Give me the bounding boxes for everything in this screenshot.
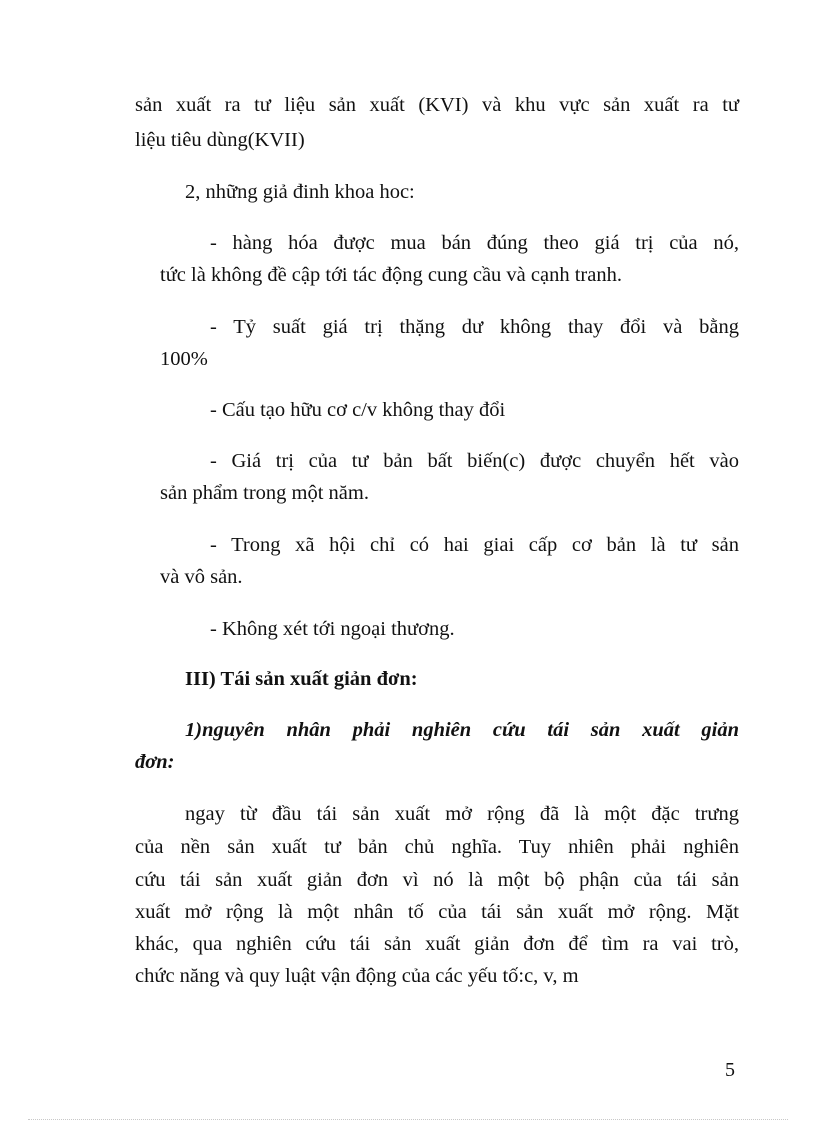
bullet-line: sản phẩm trong một năm. xyxy=(160,482,369,504)
bullet-line: - Cấu tạo hữu cơ c/v không thay đổi xyxy=(210,399,506,421)
paragraph-line: ngay từ đầu tái sản xuất mở rộng đã là một đặc trưng xyxy=(185,803,739,825)
paragraph-line: khác, qua nghiên cứu tái sản xuất giản đơn để tìm ra vai trò, xyxy=(135,933,739,955)
page-number: 5 xyxy=(725,1059,735,1081)
paragraph-line: của nền sản xuất tư bản chủ nghĩa. Tuy nhiên phải nghiên xyxy=(135,836,739,858)
page-bottom-border xyxy=(28,1119,788,1120)
subsection-heading: 1)nguyên nhân phải nghiên cứu tái sản xuất giản xyxy=(185,719,739,741)
section-subtitle: 2, những giả đinh khoa hoc: xyxy=(185,181,415,203)
bullet-line: và vô sản. xyxy=(160,566,243,588)
paragraph-line: xuất mở rộng là một nhân tố của tái sản xuất mở rộng. Mặt xyxy=(135,901,739,923)
bullet-line: 100% xyxy=(160,348,208,370)
bullet-line: - Giá trị của tư bản bất biến(c) được chuyển hết vào xyxy=(210,450,739,472)
paragraph-line: sản xuất ra tư liệu sản xuất (KVI) và khu vực sản xuất ra tư xyxy=(135,94,739,116)
paragraph-line: cứu tái sản xuất giản đơn vì nó là một bộ phận của tái sản xyxy=(135,869,739,891)
section-heading: III) Tái sản xuất giản đơn: xyxy=(185,668,418,690)
bullet-line: - Không xét tới ngoại thương. xyxy=(210,618,455,640)
paragraph-line: liệu tiêu dùng(KVII) xyxy=(135,129,305,151)
bullet-line: - Trong xã hội chỉ có hai giai cấp cơ bản là tư sản xyxy=(210,534,739,556)
bullet-line: - hàng hóa được mua bán đúng theo giá trị của nó, xyxy=(210,232,739,254)
paragraph-line: chức năng và quy luật vận động của các yếu tố:c, v, m xyxy=(135,965,579,987)
subsection-heading: đơn: xyxy=(135,751,175,773)
bullet-line: tức là không đề cập tới tác động cung cầu và cạnh tranh. xyxy=(160,264,622,286)
bullet-line: - Tỷ suất giá trị thặng dư không thay đổi và bằng xyxy=(210,316,739,338)
